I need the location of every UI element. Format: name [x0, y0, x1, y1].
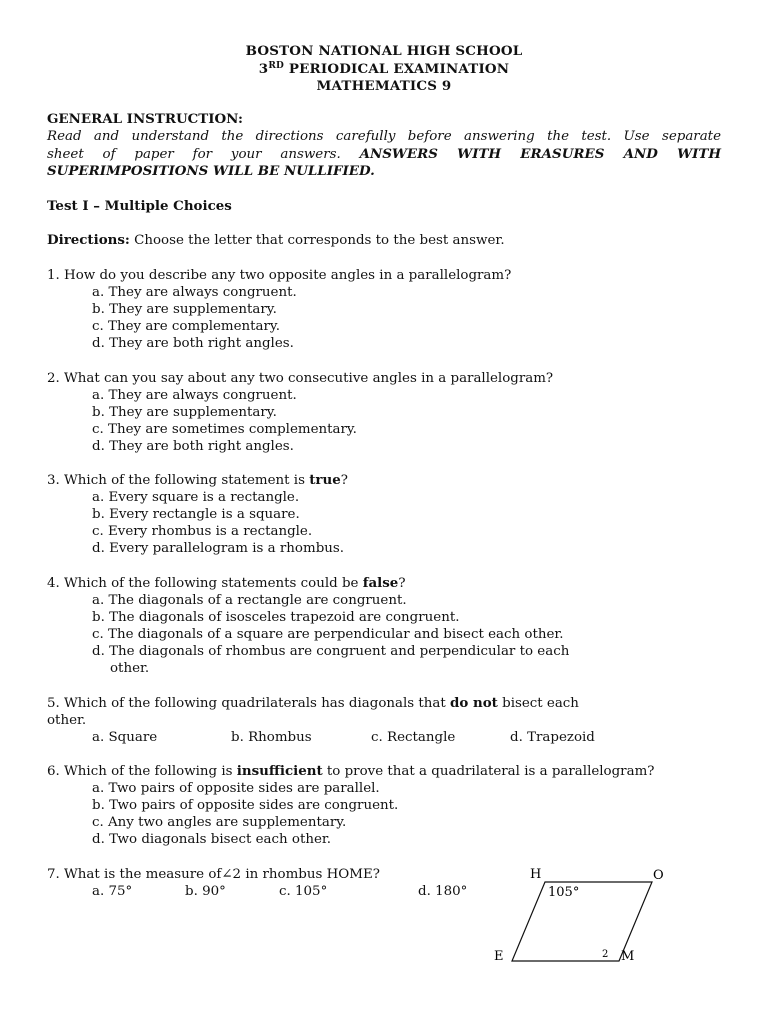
question-5-stem-post: bisect each [497, 696, 579, 711]
question-1-option-c: c. They are complementary. [92, 319, 280, 334]
question-5-stem-emphasis: do not [450, 695, 498, 711]
question-4-option-d-continued: other. [110, 661, 150, 676]
question-4-stem [47, 575, 406, 592]
exam-title-number: 3 [258, 61, 269, 77]
question-3-stem-post: ? [340, 473, 348, 488]
question-3-option-a: a. Every square is a rectangle. [92, 490, 300, 505]
exam-title-rest: PERIODICAL EXAMINATION [284, 61, 510, 77]
exam-title [0, 61, 768, 77]
question-4-stem-emphasis: false [362, 575, 399, 591]
question-4-stem-pre: 4. Which of the following statements could be [47, 576, 363, 591]
question-7-option-c: c. 105° [279, 884, 328, 899]
question-5-option-a: a. Square [92, 730, 158, 745]
question-4-option-b: b. The diagonals of isosceles trapezoid are congruent. [92, 610, 460, 625]
question-1-stem: 1. How do you describe any two opposite angles in a parallelogram? [47, 268, 512, 283]
directions [47, 232, 505, 249]
question-6-option-d: d. Two diagonals bisect each other. [92, 832, 332, 847]
question-3-option-b: b. Every rectangle is a square. [92, 507, 300, 522]
general-instruction-italic: sheet of paper for your answers. [47, 147, 341, 162]
question-7-option-b: b. 90° [185, 884, 226, 899]
question-6-option-c: c. Any two angles are supplementary. [92, 815, 347, 830]
question-6-stem-emphasis: insufficient [236, 763, 323, 779]
vertex-o-label: O [653, 868, 664, 883]
question-7-option-a: a. 75° [92, 884, 133, 899]
angle-2-label: 2 [602, 949, 609, 960]
question-5-stem-continued: other. [47, 713, 87, 728]
general-instruction-line-1: Read and understand the directions carefully before answering the test. Use separate [47, 129, 721, 144]
school-name: BOSTON NATIONAL HIGH SCHOOL [245, 43, 523, 59]
question-5-option-d: d. Trapezoid [510, 730, 595, 745]
directions-label: Directions: [47, 232, 130, 248]
question-3-stem-emphasis: true [309, 472, 341, 488]
question-1-option-d: d. They are both right angles. [92, 336, 294, 351]
angle-h-label: 105° [548, 885, 580, 900]
vertex-e-label: E [494, 949, 504, 964]
directions-text: Choose the letter that corresponds to the best answer. [129, 233, 505, 248]
question-3-option-c: c. Every rhombus is a rectangle. [92, 524, 313, 539]
question-1-option-b: b. They are supplementary. [92, 302, 277, 317]
subject-title: MATHEMATICS 9 [316, 78, 452, 94]
general-instruction-line-2 [47, 146, 721, 162]
question-2-stem: 2. What can you say about any two consecutive angles in a parallelogram? [47, 371, 554, 386]
question-3-stem-pre: 3. Which of the following statement is [47, 473, 310, 488]
question-2-option-b: b. They are supplementary. [92, 405, 277, 420]
question-7-stem: 7. What is the measure of∠2 in rhombus HOME? [47, 867, 380, 882]
question-5-stem-pre: 5. Which of the following quadrilaterals has diagonals that [47, 696, 451, 711]
question-2-option-d: d. They are both right angles. [92, 439, 294, 454]
question-3-stem [47, 472, 348, 489]
vertex-h-label: H [530, 867, 542, 882]
question-5-option-b: b. Rhombus [231, 730, 312, 745]
question-5-stem [47, 695, 579, 712]
vertex-m-label: M [621, 949, 635, 964]
question-4-stem-post: ? [398, 576, 406, 591]
question-1-option-a: a. They are always congruent. [92, 285, 297, 300]
question-3-option-d: d. Every parallelogram is a rhombus. [92, 541, 345, 556]
rhombus-home-figure [480, 860, 680, 970]
general-instruction-heading: GENERAL INSTRUCTION: [47, 111, 243, 127]
question-4-option-c: c. The diagonals of a square are perpendicular and bisect each other. [92, 627, 564, 642]
exam-title-superscript: RD [268, 61, 284, 71]
test-title: Test I – Multiple Choices [47, 198, 232, 214]
question-5-option-c: c. Rectangle [371, 730, 456, 745]
question-4-option-d: d. The diagonals of rhombus are congruent and perpendicular to each [92, 644, 570, 659]
question-2-option-c: c. They are sometimes complementary. [92, 422, 357, 437]
question-6-option-a: a. Two pairs of opposite sides are parallel. [92, 781, 380, 796]
question-6-stem [47, 763, 654, 780]
question-6-stem-post: to prove that a quadrilateral is a parallelogram? [322, 764, 655, 779]
question-6-option-b: b. Two pairs of opposite sides are congruent. [92, 798, 399, 813]
question-6-stem-pre: 6. Which of the following is [47, 764, 237, 779]
general-instruction-warning: ANSWERS WITH ERASURES AND WITH [359, 146, 721, 162]
question-4-option-a: a. The diagonals of a rectangle are congruent. [92, 593, 407, 608]
question-2-option-a: a. They are always congruent. [92, 388, 297, 403]
question-7-option-d: d. 180° [418, 884, 468, 899]
general-instruction-line-3: SUPERIMPOSITIONS WILL BE NULLIFIED. [47, 163, 375, 179]
